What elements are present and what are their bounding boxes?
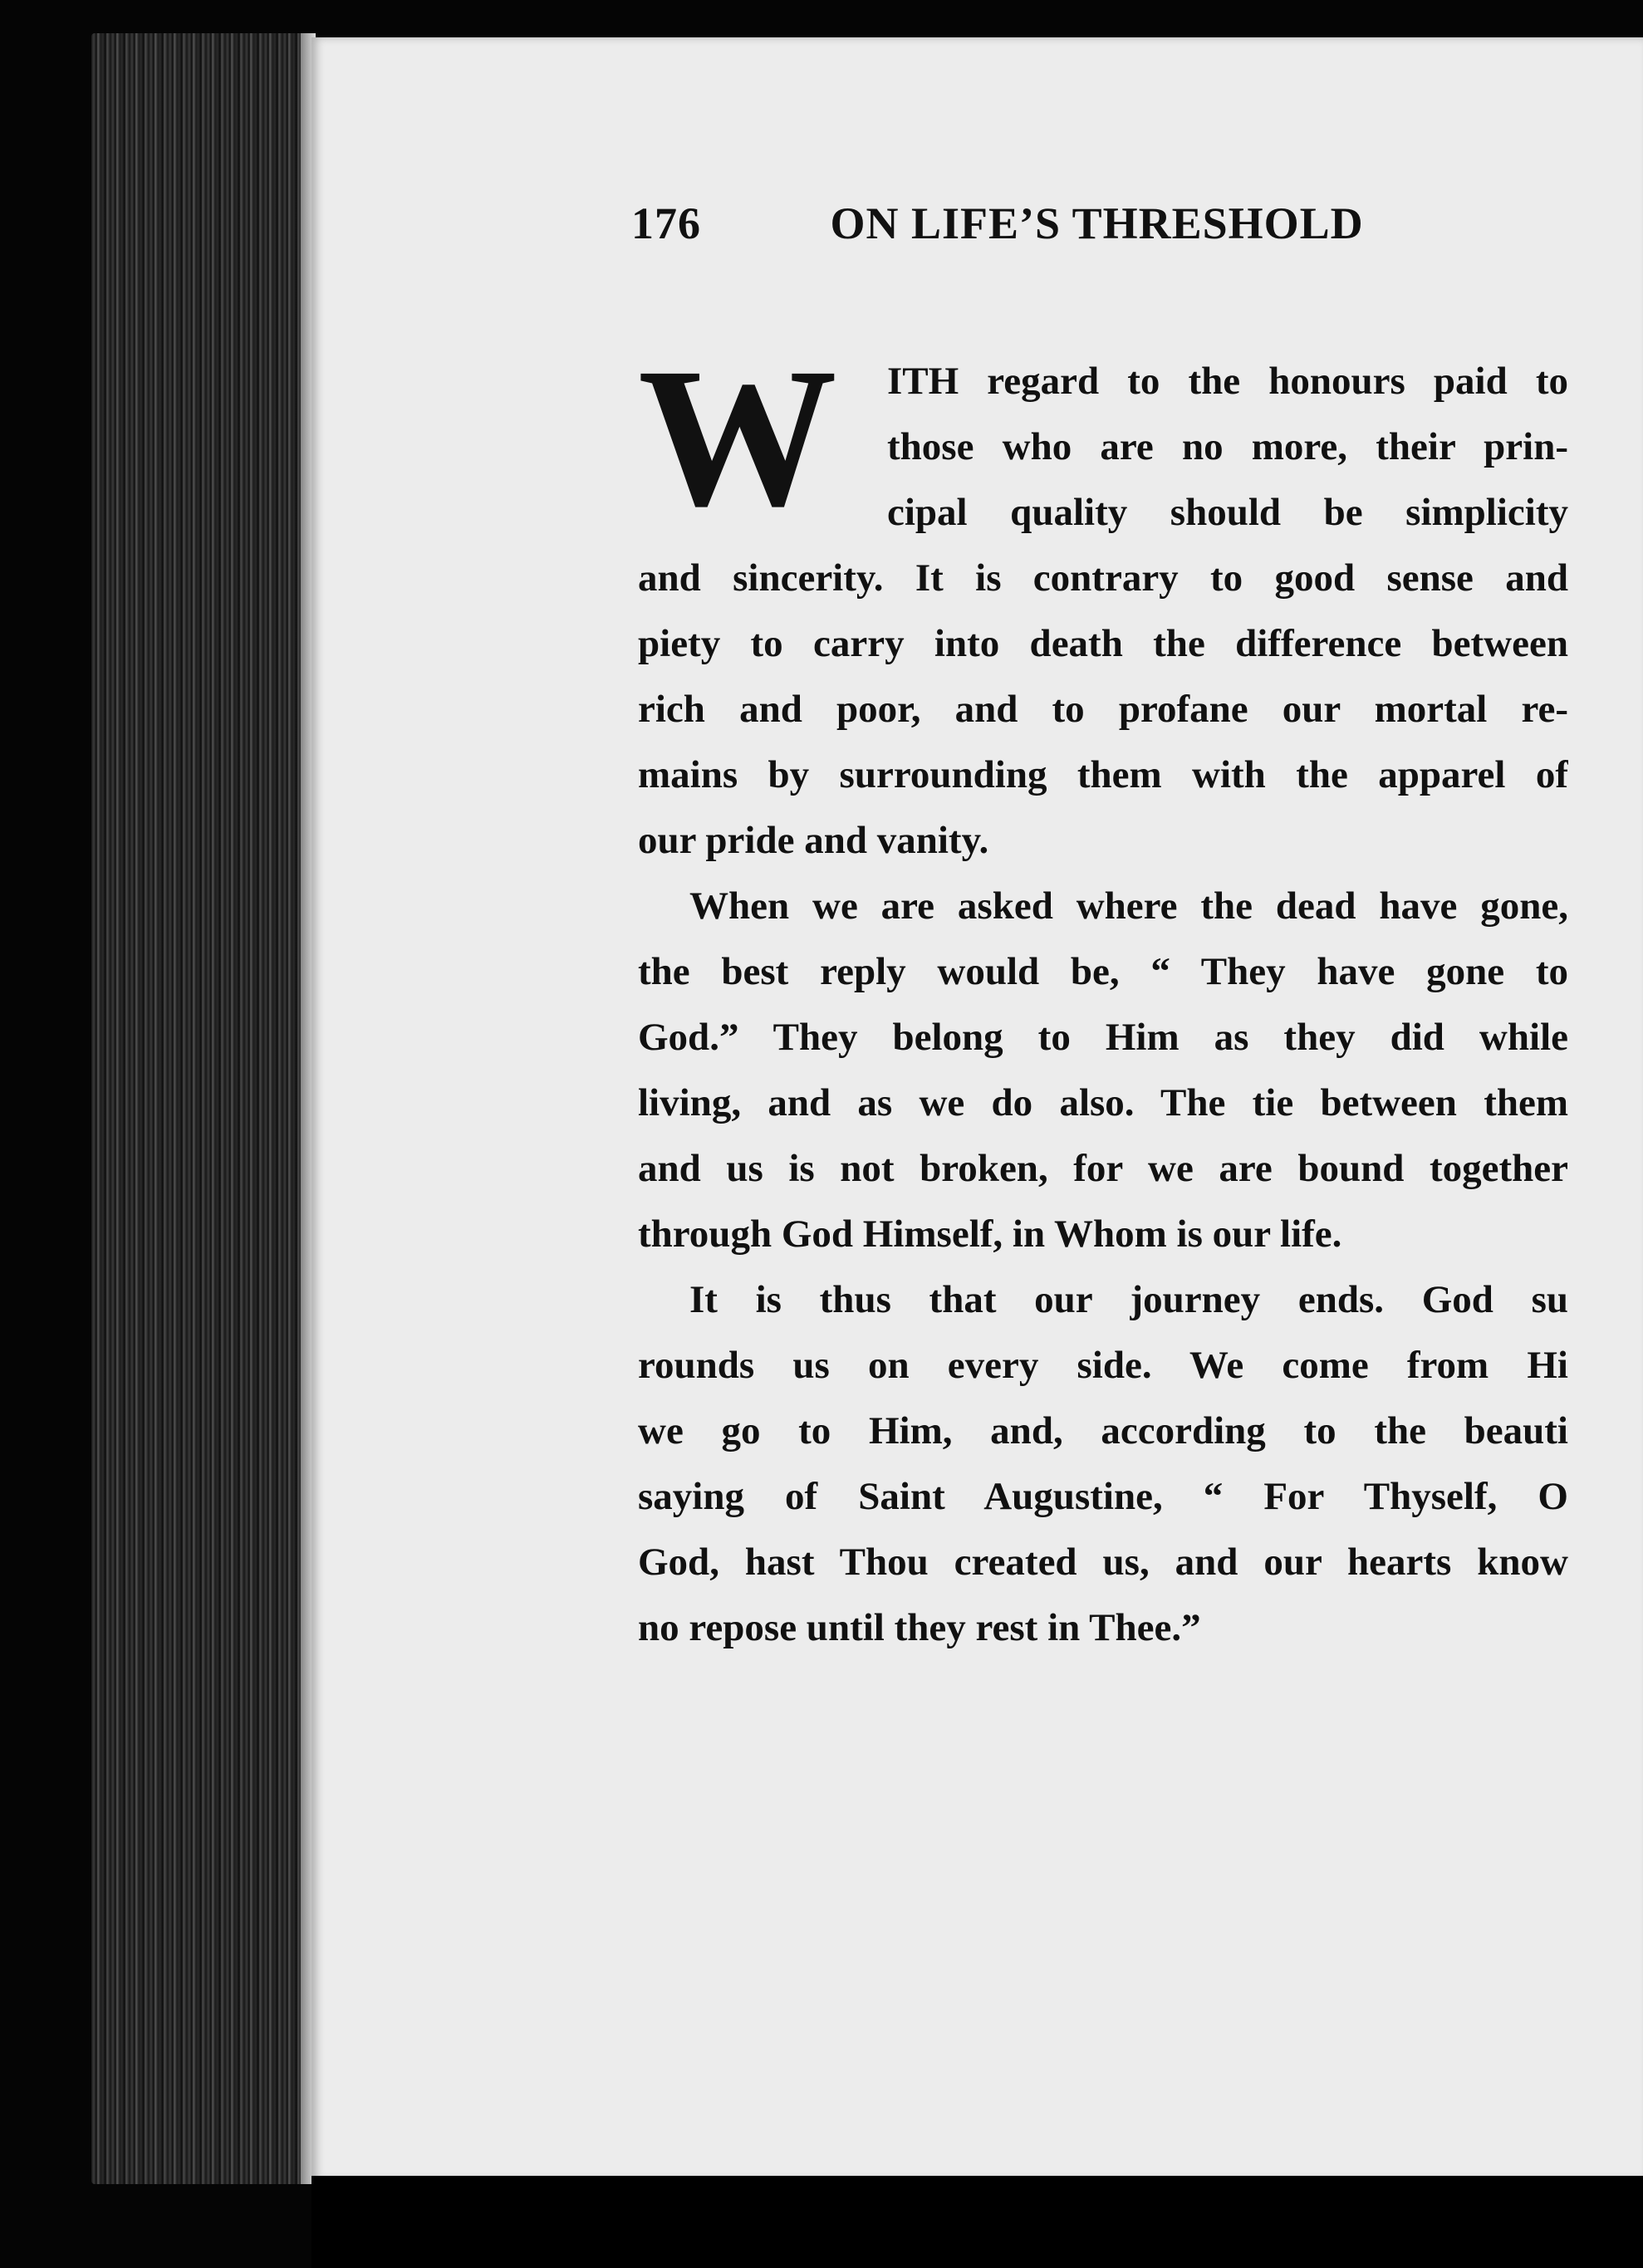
text-line: those who are no more, their prin- [887,425,1568,468]
text-line: and sincerity. It is contrary to good sense and [638,556,1568,600]
text-line: piety to carry into death the difference between [638,622,1568,665]
text-line: God, hast Thou created us, and our hearts know [638,1541,1568,1584]
running-head [631,198,1503,264]
text-block [638,326,1568,1661]
text-line: When we are asked where the dead have gone, [689,884,1568,928]
text-line: God.” They belong to Him as they did while [638,1016,1568,1059]
text-line: It is thus that our journey ends. God su [689,1278,1568,1321]
text-line: our pride and vanity. [638,819,989,862]
text-line: living, and as we do also. The tie between them [638,1081,1568,1124]
text-line: cipal quality should be simplicity [887,491,1568,534]
page-number: 176 [631,198,701,248]
text-line: through God Himself, in Whom is our life. [638,1212,1342,1256]
text-line: we go to Him, and, according to the beauti [638,1409,1568,1452]
bottom-shadow [311,2176,1643,2268]
text-line: rounds us on every side. We come from Hi [638,1344,1568,1387]
text-line: no repose until they rest in Thee.” [638,1606,1201,1649]
paragraph-3 [638,1267,1568,1661]
text-line: ITH regard to the honours paid to [887,360,1568,403]
paragraph-2 [638,874,1568,1267]
text-line: the best reply would be, “ They have gone to [638,950,1568,993]
text-line: mains by surrounding them with the apparel of [638,753,1568,796]
drop-cap: W [638,326,837,547]
text-line: and us is not broken, for we are bound together [638,1147,1568,1190]
book-page-edges [91,33,316,2184]
text-line: rich and poor, and to profane our mortal re- [638,688,1568,731]
running-title: ON LIFE’S THRESHOLD [830,198,1364,248]
text-line: saying of Saint Augustine, “ For Thyself, O [638,1475,1568,1518]
